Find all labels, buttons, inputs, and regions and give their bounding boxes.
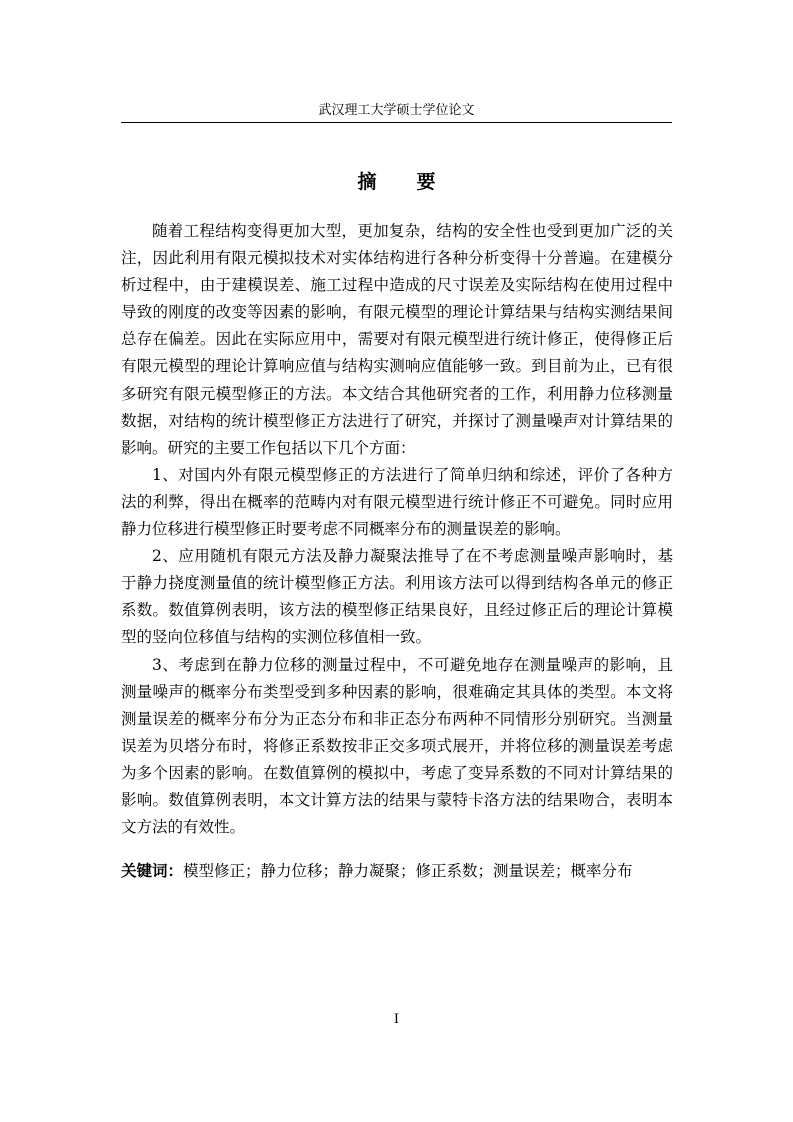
keywords-text: 模型修正；静力位移；静力凝聚；修正系数；测量误差；概率分布 xyxy=(183,862,633,880)
abstract-paragraph-intro: 随着工程结构变得更加大型，更加复杂，结构的安全性也受到更加广泛的关注，因此利用有限元模拟技术对实体结构进行各种分析变得十分普遍。在建模分析过程中，由于建模误差、施工过程中造成的尺寸误差及实际结构在使用过程中导致的刚度的改变等因素的影响，有限元模型的理论计算结果与结构实测结果间总存在偏差。因此在实际应用中，需要对有限元模型进行统计修正，使得修正后有限元模型的理论计算响应值与结构实测响应值能够一致。到目前为止，已有很多研究有限元模型修正的方法。本文结合其他研究者的工作，利用静力位移测量数据，对结构的统计模型修正方法进行了研究，并探讨了测量噪声对计算结果的影响。研究的主要工作包括以下几个方面： xyxy=(121,222,673,457)
abstract-title xyxy=(121,170,672,194)
keywords-line xyxy=(121,860,673,882)
abstract-body xyxy=(121,218,673,841)
header-rule xyxy=(121,122,672,123)
abstract-paragraph-item-1: 1、对国内外有限元模型修正的方法进行了简单归纳和综述，评价了各种方法的利弊，得出在概率的范畴内对有限元模型进行统计修正不可避免。同时应用静力位移进行模型修正时要考虑不同概率分布的测量误差的影响。 xyxy=(121,465,673,539)
keywords-label: 关键词： xyxy=(121,862,184,880)
page-number: I xyxy=(393,1012,400,1027)
abstract-title-char-1: 摘 xyxy=(357,171,377,193)
abstract-title-char-2: 要 xyxy=(416,171,436,193)
abstract-paragraph-item-3: 3、考虑到在静力位移的测量过程中，不可避免地存在测量噪声的影响，且测量噪声的概率分布类型受到多种因素的影响，很难确定其具体的类型。本文将测量误差的概率分布分为正态分布和非正态分布两种不同情形分别研究。当测量误差为贝塔分布时，将修正系数按非正交多项式展开，并将位移的测量误差考虑为多个因素的影响。在数值算例的模拟中，考虑了变异系数的不同对计算结果的影响。数值算例表明，本文计算方法的结果与蒙特卡洛方法的结果吻合，表明本文方法的有效性。 xyxy=(121,655,673,837)
running-header: 武汉理工大学硕士学位论文 xyxy=(318,103,475,118)
abstract-paragraph-item-2: 2、应用随机有限元方法及静力凝聚法推导了在不考虑测量噪声影响时，基于静力挠度测量值的统计模型修正方法。利用该方法可以得到结构各单元的修正系数。数值算例表明，该方法的模型修正结果良好，且经过修正后的理论计算模型的竖向位移值与结构的实测位移值相一致。 xyxy=(121,547,673,647)
